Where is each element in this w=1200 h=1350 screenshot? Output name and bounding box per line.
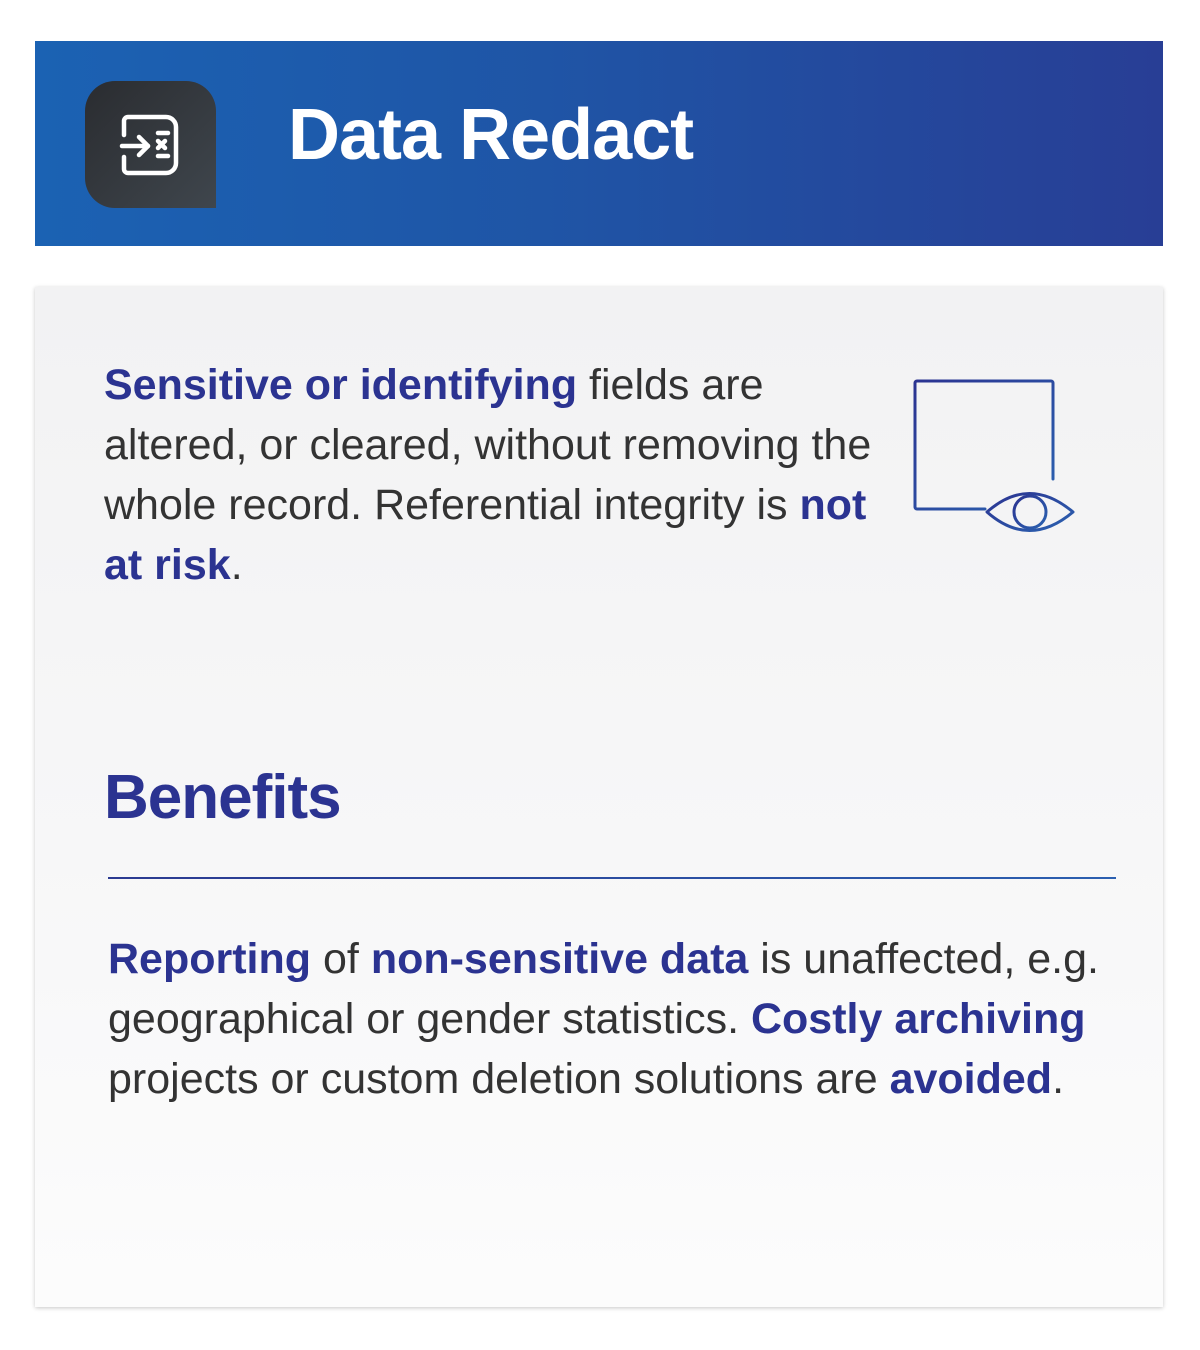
benefits-text-4: . [1052,1055,1065,1103]
benefits-text-1: of [311,935,371,983]
divider [108,877,1116,879]
redact-arrow-icon [118,113,182,177]
highlight-non-sensitive: non-sensitive data [370,935,749,983]
page-title: Data Redact [288,95,694,175]
highlight-reporting: Reporting [108,935,312,983]
content-card [35,287,1163,1307]
highlight-not-at-risk: not at risk [104,481,867,589]
highlight-avoided: avoided [889,1055,1053,1103]
highlight-sensitive: Sensitive or identifying [104,361,578,409]
highlight-costly-archiving: Costly archiving [750,995,1086,1043]
intro-text-2: . [230,541,243,589]
intro-paragraph [104,355,874,595]
benefits-heading: Benefits [104,763,341,832]
benefits-text-3: projects or custom deletion solutions are [108,1055,890,1103]
benefits-text-2: is unaffected, e.g. geographical or gender statistics. [108,935,1099,1043]
benefits-paragraph [108,929,1118,1109]
intro-text-1: fields are altered, or cleared, without removing the whole record. Referential integrity is [104,361,872,529]
document-eye-icon [913,379,1079,545]
logo-tile [85,81,216,208]
header-banner [35,41,1163,246]
